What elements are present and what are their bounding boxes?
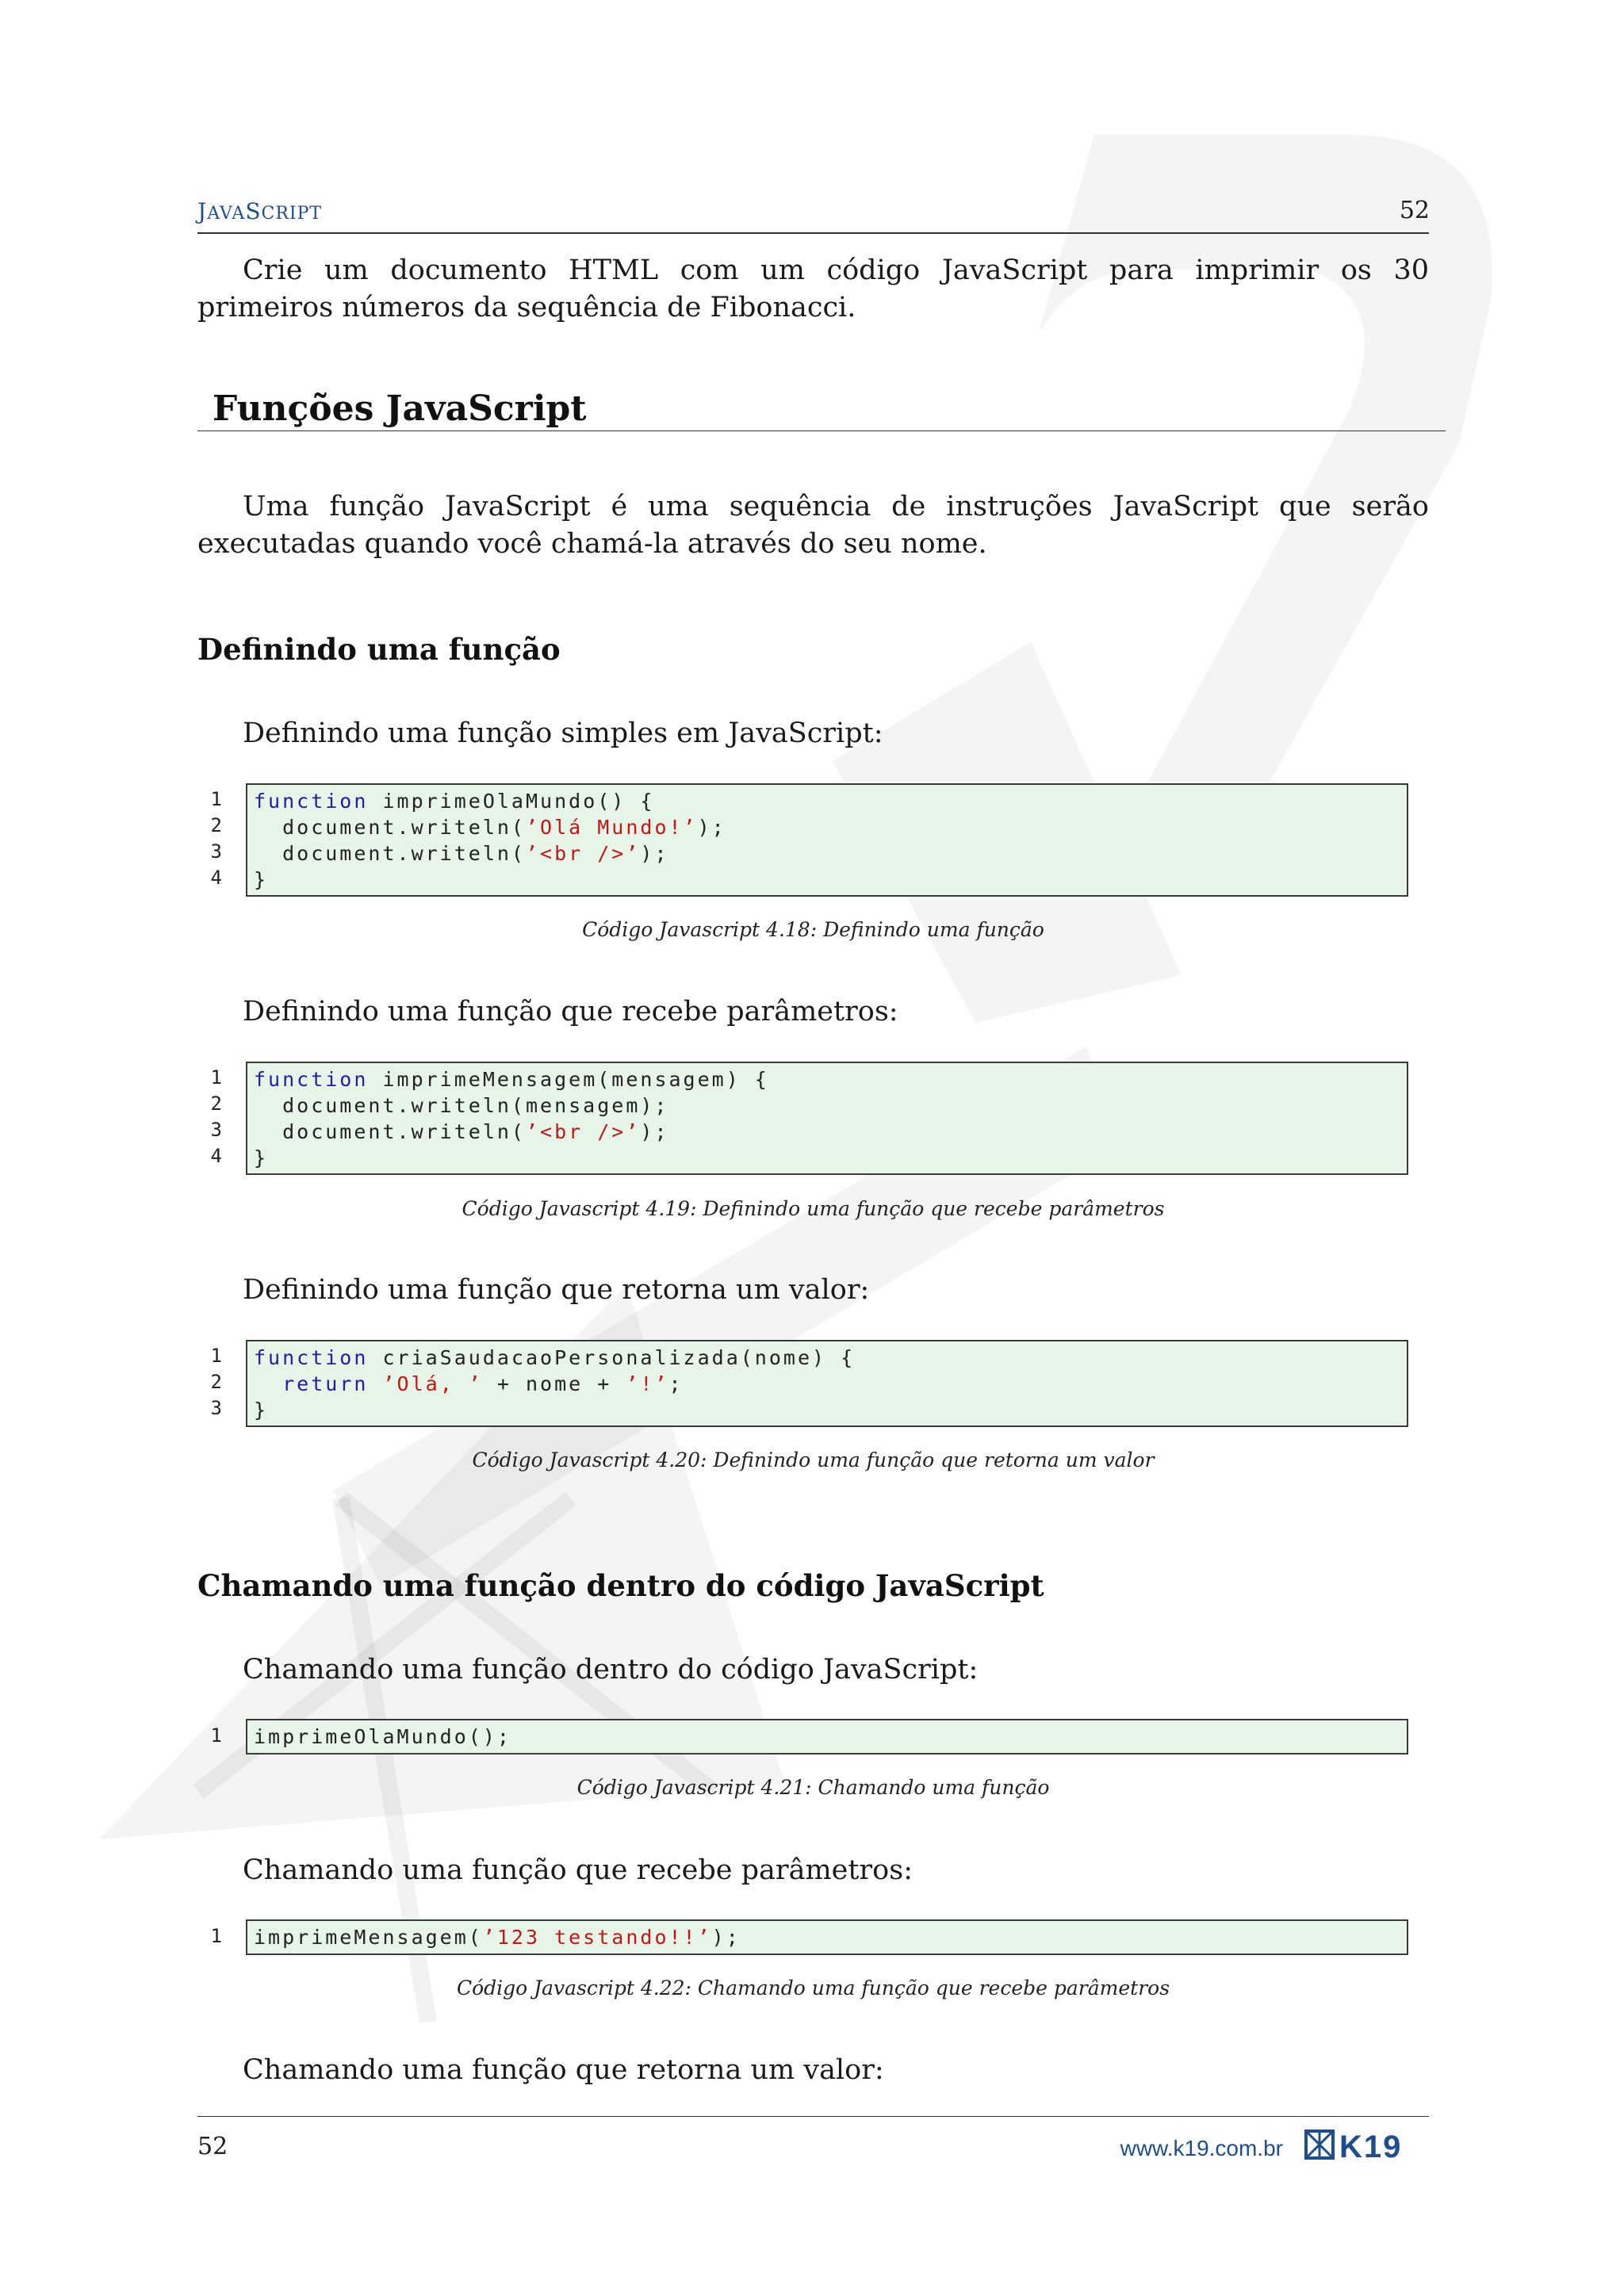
code-line: } [254, 1399, 269, 1422]
section-intro-paragraph: Uma função JavaScript é uma sequência de instruções JavaScript que serão executadas quando você chamá-la através do seu nome. [197, 491, 1429, 560]
line-number: 1 [210, 1345, 222, 1367]
intro-paragraph: Crie um documento HTML com um código JavaScript para imprimir os 30 primeiros números da sequência de Fibonacci. [197, 254, 1429, 323]
line-number: 1 [210, 1925, 222, 1947]
section-rule [197, 430, 1446, 431]
code-line: document.writeln(’<br />’); [254, 1120, 669, 1143]
code-line: } [254, 1146, 269, 1169]
running-header-page-number: 52 [1399, 197, 1430, 224]
line-number: 2 [210, 1093, 222, 1115]
example-lead: Chamando uma função dentro do código JavaScript: [243, 1654, 979, 1686]
code-line: imprimeOlaMundo(); [254, 1725, 511, 1748]
code-line: } [254, 868, 269, 891]
line-number: 2 [210, 814, 222, 836]
line-number: 4 [210, 1145, 222, 1167]
running-header-title: JAVASCRIPT [197, 198, 323, 224]
code-block [246, 1719, 1408, 1755]
example-lead: Definindo uma função que retorna um valor: [243, 1274, 870, 1306]
footer-rule [197, 2116, 1429, 2117]
code-block [246, 1062, 1408, 1175]
example-lead: Chamando uma função que recebe parâmetros: [243, 1854, 913, 1886]
code-line-numbers [198, 786, 222, 891]
code-line-numbers [198, 1343, 222, 1422]
code-line-numbers [198, 1923, 222, 1950]
line-number: 3 [210, 840, 222, 863]
code-caption: Código Javascript 4.18: Definindo uma função [582, 918, 1044, 941]
code-line: document.writeln(’Olá Mundo!’); [254, 816, 726, 839]
code-line: return ’Olá, ’ + nome + ’!’; [282, 1372, 684, 1395]
code-line: function imprimeOlaMundo() { [254, 790, 655, 813]
code-line: function criaSaudacaoPersonalizada(nome) { [254, 1346, 856, 1369]
code-block [246, 1340, 1408, 1427]
line-number: 1 [210, 1066, 222, 1089]
k19-logo-text: K19 [1339, 2130, 1403, 2161]
code-block [246, 783, 1408, 897]
footer-page-number: 52 [197, 2133, 228, 2160]
code-line: document.writeln(’<br />’); [254, 842, 669, 865]
line-number: 1 [210, 1724, 222, 1747]
footer-url-link[interactable]: www.k19.com.br [1120, 2136, 1283, 2160]
k19-logo [1304, 2128, 1431, 2161]
section-title: Funções JavaScript [213, 388, 587, 429]
header-rule [197, 232, 1429, 234]
line-number: 3 [210, 1119, 222, 1141]
code-caption: Código Javascript 4.20: Definindo uma função que retorna um valor [472, 1448, 1155, 1471]
code-line: document.writeln(mensagem); [254, 1094, 669, 1117]
code-caption: Código Javascript 4.19: Definindo uma função que recebe parâmetros [462, 1197, 1165, 1220]
code-line: function imprimeMensagem(mensagem) { [254, 1068, 769, 1091]
code-line: imprimeMensagem(’123 testando!!’); [254, 1926, 741, 1949]
example-lead: Chamando uma função que retorna um valor: [243, 2054, 884, 2086]
code-caption: Código Javascript 4.21: Chamando uma função [576, 1776, 1050, 1799]
code-line-numbers [198, 1065, 222, 1169]
line-number: 3 [210, 1397, 222, 1419]
example-lead: Definindo uma função que recebe parâmetros: [243, 996, 898, 1027]
code-block [246, 1919, 1408, 1955]
subsection-title-chamando: Chamando uma função dentro do código JavaScript [197, 1568, 1044, 1603]
line-number: 4 [210, 867, 222, 889]
code-line-numbers [198, 1723, 222, 1749]
line-number: 2 [210, 1371, 222, 1393]
line-number: 1 [210, 788, 222, 810]
subsection-title-definindo: Definindo uma função [197, 632, 561, 667]
example-lead: Definindo uma função simples em JavaScript: [243, 718, 883, 749]
code-caption: Código Javascript 4.22: Chamando uma função que recebe parâmetros [456, 1976, 1170, 1999]
